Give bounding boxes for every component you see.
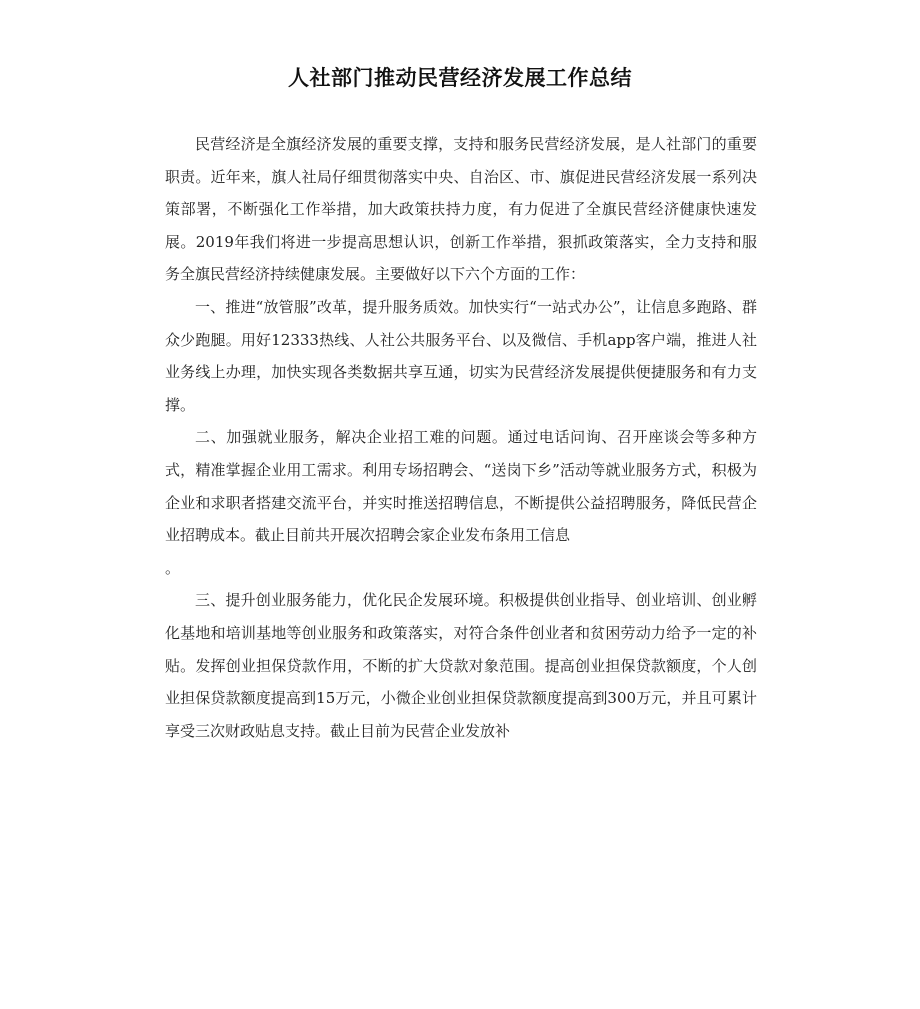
paragraph-continuation: 。 [165, 558, 181, 577]
paragraph-intro: 民营经济是全旗经济发展的重要支撑，支持和服务民营经济发展，是人社部门的重要职责。近年来，旗人社局仔细贯彻落实中央、自治区、市、旗促进民营经济发展一系列决策部署，不断强化工作举措，加大政策扶持力度，有力促进了全旗民营经济健康快速发展。2019年我们将进一步提高思想认识，创新工作举措，狠抓政策落实，全力支持和服务全旗民营经济持续健康发展。主要做好以下六个方面的工作： [165, 135, 757, 284]
paragraph-item-3: 三、提升创业服务能力，优化民企发展环境。积极提供创业指导、创业培训、创业孵化基地和培训基地等创业服务和政策落实，对符合条件创业者和贫困劳动力给予一定的补贴。发挥创业担保贷款作用，不断的扩大贷款对象范围。提高创业担保贷款额度，个人创业担保贷款额度提高到15万元，小微企业创业担保贷款额度提高到300万元，并且可累计享受三次财政贴息支持。截止目前为民营企业发放补 [165, 591, 757, 740]
document-title: 人社部门推动民营经济发展工作总结 [288, 66, 632, 90]
paragraph-item-2: 二、加强就业服务，解决企业招工难的问题。通过电话问询、召开座谈会等多种方式，精准掌握企业用工需求。利用专场招聘会、“送岗下乡”活动等就业服务方式，积极为企业和求职者搭建交流平台，并实时推送招聘信息，不断提供公益招聘服务，降低民营企业招聘成本。截止目前共开展次招聘会家企业发布条用工信息 [165, 428, 757, 545]
document-body [165, 128, 757, 747]
paragraph-item-1: 一、推进“放管服”改革，提升服务质效。加快实行“一站式办公”，让信息多跑路、群众少跑腿。用好12333热线、人社公共服务平台、以及微信、手机app客户端，推进人社业务线上办理，加快实现各类数据共享互通，切实为民营经济发展提供便捷服务和有力支撑。 [165, 297, 757, 414]
